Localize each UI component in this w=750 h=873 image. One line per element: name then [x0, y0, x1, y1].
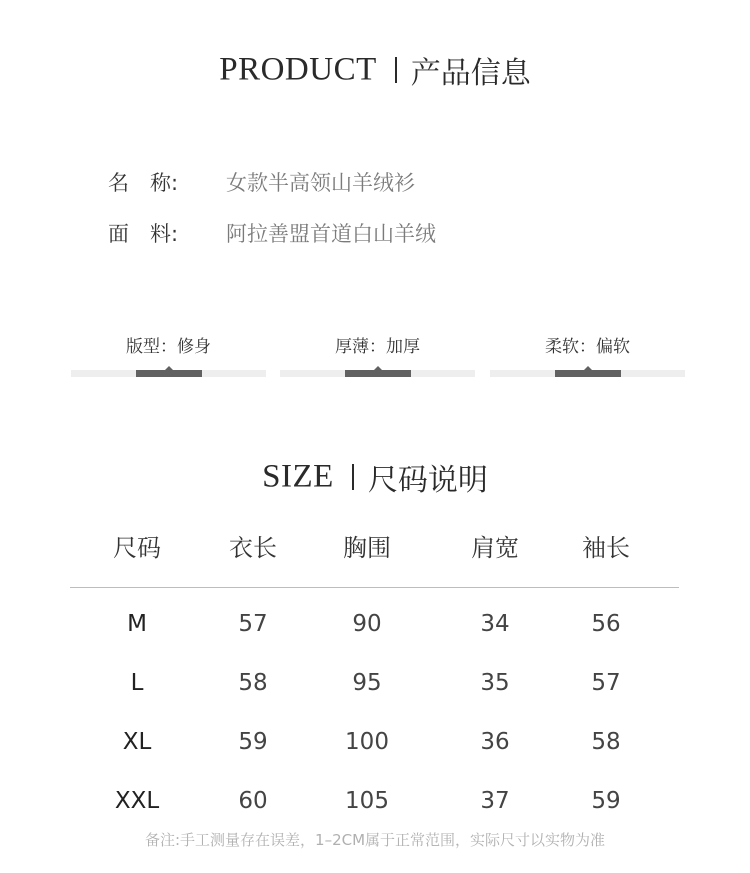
cell-shoulder: 34: [480, 611, 510, 637]
attribute-label: 版型：修身: [126, 337, 211, 357]
info-value: 阿拉善盟首道白山羊绒: [226, 222, 436, 246]
info-row-name: [108, 166, 415, 200]
attribute-fit: [71, 330, 266, 380]
table-divider: [70, 587, 679, 588]
header-separator: [395, 57, 397, 83]
attribute-label: 柔软：偏软: [545, 337, 630, 357]
cell-chest: 90: [352, 611, 382, 637]
attribute-label: 厚薄：加厚: [335, 337, 420, 357]
cell-sleeve: 57: [591, 670, 621, 696]
measurement-note: 备注:手工测量存在误差，1–2CM属于正常范围，实际尺寸以实物为准: [144, 831, 606, 849]
cell-size: M: [127, 611, 147, 637]
cell-sleeve: 59: [591, 788, 621, 814]
column-header-length: 衣长: [229, 534, 277, 562]
info-label: 面 料:: [108, 222, 179, 246]
cell-length: 57: [238, 611, 268, 637]
attribute-notch: [165, 366, 173, 370]
size-header-en: SIZE: [262, 458, 334, 495]
cell-shoulder: 35: [480, 670, 510, 696]
attribute-indicator: [555, 370, 621, 377]
column-header-shoulder: 肩宽: [471, 534, 519, 562]
attribute-notch: [584, 366, 592, 370]
info-label: 名 称:: [108, 171, 179, 195]
attribute-notch: [374, 366, 382, 370]
attribute-track: [71, 370, 266, 377]
product-info-header: [0, 48, 750, 92]
cell-sleeve: 56: [591, 611, 621, 637]
size-header-cn: 尺码说明: [367, 463, 488, 498]
column-header-size: 尺码: [113, 534, 161, 562]
attribute-softness: [490, 330, 685, 380]
size-header: [0, 455, 750, 499]
product-header-cn: 产品信息: [410, 56, 531, 91]
cell-chest: 105: [345, 788, 389, 814]
product-header-en: PRODUCT: [219, 51, 377, 88]
cell-length: 58: [238, 670, 268, 696]
cell-size: XXL: [114, 788, 160, 814]
cell-size: L: [130, 670, 144, 696]
cell-size: XL: [122, 729, 152, 755]
attribute-track: [280, 370, 475, 377]
info-row-fabric: [108, 217, 436, 251]
cell-chest: 100: [345, 729, 389, 755]
attribute-track: [490, 370, 685, 377]
attribute-thickness: [280, 330, 475, 380]
cell-length: 60: [238, 788, 268, 814]
info-value: 女款半高领山羊绒衫: [226, 171, 415, 195]
column-header-sleeve: 袖长: [582, 534, 630, 562]
attribute-indicator: [345, 370, 411, 377]
column-header-chest: 胸围: [343, 534, 391, 562]
cell-shoulder: 36: [480, 729, 510, 755]
cell-sleeve: 58: [591, 729, 621, 755]
cell-shoulder: 37: [480, 788, 510, 814]
cell-chest: 95: [352, 670, 382, 696]
attribute-indicator: [136, 370, 202, 377]
header-separator: [352, 464, 354, 490]
cell-length: 59: [238, 729, 268, 755]
